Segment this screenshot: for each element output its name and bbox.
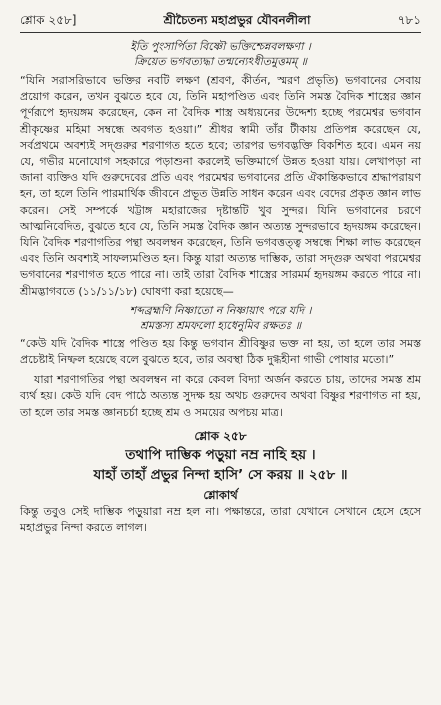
header-title: শ্রীচৈতন্য মহাপ্রভুর যৌবনলীলা — [163, 13, 311, 27]
sanskrit-quote-line: শব্দব্রহ্মণি নিষ্ণাতো ন নিষ্ণায়াৎ পরে যদি । — [129, 303, 312, 317]
running-header — [20, 12, 421, 28]
sloka-line-1: তথাপি দাম্ভিক পড়ুয়া নম্র নাহি হয় । — [125, 446, 316, 463]
header-verse-ref: শ্লোক ২৫৮] — [20, 13, 77, 27]
translation-heading: শ্লোকার্থ — [203, 487, 238, 502]
page-number: ৭৮১ — [397, 13, 421, 27]
translation-text: কিন্তু তবুও সেই দাম্ভিক পড়ুয়ারা নম্র হল না। পক্ষান্তরে, তারা যেখানে সেখানে হেসে হেসে মহাপ্রভুর নিন্দা করতে লাগল। — [20, 504, 421, 535]
sanskrit-quote-line: ইতি পুংসার্পিতা বিষ্ণৌ ভক্তিশ্চেন্নবলক্ষণা । — [130, 40, 311, 53]
sloka-heading: শ্লোক ২৫৮ — [194, 428, 247, 443]
sanskrit-quote-line: ক্রিয়েত ভগবত্যদ্ধা তন্মন্যেঽধীতমুত্তমম্ ॥ — [134, 55, 307, 68]
purport-paragraph-2: “কেউ যদি বৈদিক শাস্ত্রে পণ্ডিত হয় কিন্তু ভগবান শ্রীবিষ্ণুর ভক্ত না হয়, তা হলে তার সমস্ত প্রচেষ্টাই নিষ্ফল হয়েছে বলে বুঝতে হবে, তার অবস্থা ঠিক দুগ্ধহীনা গাভী পোষার মতো।” — [20, 336, 421, 367]
sanskrit-quote-top — [20, 39, 421, 69]
sanskrit-quote-middle — [20, 303, 421, 333]
sanskrit-quote-line: শ্রমস্তস্য শ্রমফলো হ্যধেনুমিব রক্ষতঃ ॥ — [139, 318, 302, 332]
header-divider — [20, 32, 421, 33]
purport-paragraph-3: যারা শরণাগতির পন্থা অবলম্বন না করে কেবল বিদ্যা অর্জন করতে চায়, তাদের সমস্ত শ্রম ব্যর্থ হয়। কেউ যদি বেদ পাঠে অত্যন্ত সুদক্ষ হয় অথচ গুরুদেব অথবা বিষ্ণুর শরণাগত না হয়, তা হলে তার সমস্ত জ্ঞানচর্চা হচ্ছে শ্রম ও সময়ের অপচয় মাত্র। — [20, 373, 421, 419]
purport-paragraph-1: “যিনি সরাসরিভাবে ভক্তির নবটি লক্ষণ (শ্রবণ, কীর্তন, স্মরণ প্রভৃতি) ভগবানের সেবায় প্রয়োগ করেন, তখন বুঝতে হবে যে, তিনি মহাপণ্ডিত এবং তিনি সমস্ত বৈদিক শাস্ত্রের জ্ঞান পূর্ণরূপে হৃদয়ঙ্গম করেছেন, কেন না বৈদিক শাস্ত্র অধ্যয়নের উদ্দেশ্য হচ্ছে পরমেশ্বর ভগবান শ্রীকৃষ্ণের মহিমা সম্বন্ধে অবগত হওয়া।” শ্রীধর স্বামী তাঁর টীকায় প্রতিপন্ন করেছেন যে, সর্বপ্রথমে অবশ্যই সদ্গুরুর শরণাগত হতে হবে; তারপর ভগবদ্ভক্তি বিকশিত হবে। এমন নয় যে, গভীর মনোযোগ সহকারে পড়াশুনা করলেই ভক্তিমার্গে উন্নত হওয়া যায়। লেখাপড়া না জানা ব্যক্তিও যদি গুরুদেবের প্রতি এবং পরমেশ্বর ভগবানের প্রতি ঐকান্তিকভাবে শ্রদ্ধাপরায়ণ হন, তা হলে তিনি পারমার্থিক জীবনে প্রভূত উন্নতি সাধন করেন এবং বেদের প্রকৃত জ্ঞান লাভ করেন। সেই সম্পর্কে খট্টাঙ্গ মহারাজের দৃষ্টান্তটি খুব সুন্দর। যিনি ভগবানের চরণে আত্মনিবেদিত, বুঝতে হবে যে, তিনি সমস্ত বৈদিক জ্ঞান অত্যন্ত সুন্দরভাবে হৃদয়ঙ্গম করেছেন। যিনি বৈদিক শরণাগতির পন্থা অবলম্বন করেছেন, তিনি ভগবত্তত্ত্ব সম্বন্ধে শিক্ষা লাভ করেছেন এবং তিনি অবশ্যই সাফল্যমণ্ডিত হন। কিন্তু যারা অত্যন্ত দাম্ভিক, তারা সদ্গুরু অথবা পরমেশ্বর ভগবানের শরণাগত হতে পারে না। তাই তারা বৈদিক শাস্ত্রের সারমর্ম হৃদয়ঙ্গম করতে পারে না। শ্রীমদ্ভাগবতে (১১/১১/১৮) ঘোষণা করা হয়েছে— — [20, 74, 421, 298]
sloka-line-2: যাহাঁ তাহাঁ প্রভুর নিন্দা হাসি’ সে করয় ॥ ২৫৮ ॥ — [93, 466, 348, 483]
